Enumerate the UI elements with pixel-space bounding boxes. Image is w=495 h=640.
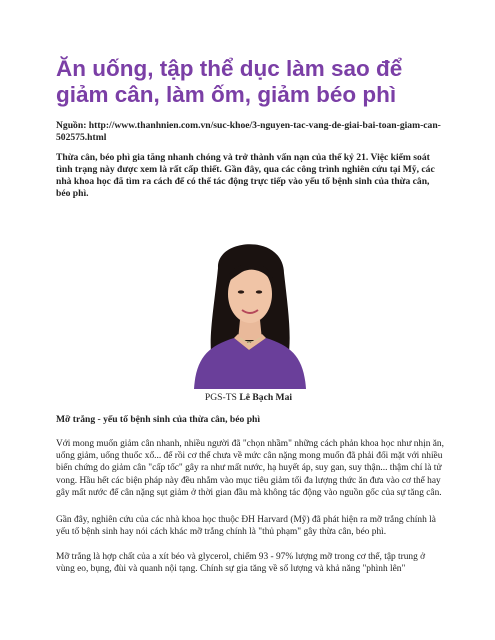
intro-paragraph: Thừa cân, béo phì gia tăng nhanh chóng và trở thành vấn nạn của thế kỷ 21. Việc kiểm soát tình trạng này được xem là rất cấp thiết. Gần đây, qua các công trình nghiên cứu tại Mỹ, các nhà khoa học đã tìm ra cách để có thể tác động trực tiếp vào yếu tố bệnh sinh của thừa cân, béo phì. [56, 152, 435, 199]
photo-caption [56, 392, 441, 404]
article-title: Ăn uống, tập thể dục làm sao để giảm cân, làm ốm, giảm béo phì [56, 56, 403, 107]
body-paragraph: Mỡ trắng là hợp chất của a xít béo và glycerol, chiếm 93 - 97% lượng mỡ trong cơ thể, tập trung ở vùng eo, bụng, đùi và quanh nội tạng. Chính sự gia tăng về số lượng và khả năng "phình lên" [56, 552, 426, 575]
source-line [56, 120, 446, 144]
body-paragraph: Gần đây, nghiên cứu của các nhà khoa học thuộc ĐH Harvard (Mỹ) đã phát hiện ra mỡ trắng chính là yếu tố bệnh sinh hay nói cách khác mỡ trắng chính là "thủ phạm" gây thừa cân, béo phì. [56, 515, 436, 538]
source-url[interactable]: http://www.thanhnien.com.vn/suc-khoe/3-nguyen-tac-vang-de-giai-bai-toan-giam-can-502575.html [56, 120, 441, 143]
source-label: Nguồn: [56, 120, 87, 131]
caption-prefix: PGS-TS [204, 392, 237, 403]
body-paragraph: Với mong muốn giảm cân nhanh, nhiều người đã "chọn nhầm" những cách phản khoa học như nhịn ăn, uống giảm, uống thuốc xổ... để rồi cơ thể chưa về mức cân nặng mong muốn đã phải đối mặt với nhiều biến chứng do giảm cân "cấp tốc" gây ra như mất nước, hạ huyết áp, suy gan, suy thận... thậm chí là tử vong. Hầu hết các biện pháp này đều nhắm vào mục tiêu giảm tối đa lượng thức ăn đưa vào cơ thể hay gây mất nước để cân nặng sụt giảm ở thời gian đầu mà không tác động vào nguồn gốc của sự tăng cân. [56, 439, 444, 498]
portrait-photo [188, 228, 311, 389]
caption-name: Lê Bạch Mai [239, 392, 293, 403]
section-heading: Mỡ trắng - yếu tố bệnh sinh của thừa cân, béo phì [56, 414, 261, 425]
